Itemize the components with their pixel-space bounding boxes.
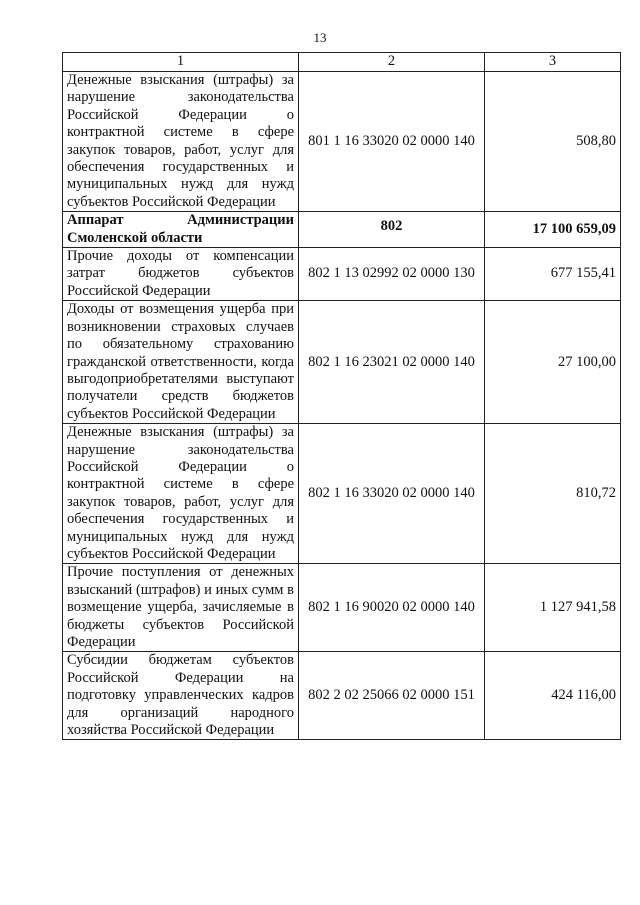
row-code: 802 1 16 90020 02 0000 140 [299, 564, 485, 652]
row-description: Прочие поступления от денежных взысканий (штрафов) и иных сумм в возмещение ущерба, зачисляемые в бюджеты субъектов Российской Федерации [63, 564, 299, 652]
row-amount: 1 127 941,58 [485, 564, 621, 652]
table-row [63, 652, 621, 740]
section-description: Аппарат Администрации Смоленской области [63, 212, 299, 248]
section-amount: 17 100 659,09 [485, 212, 621, 248]
row-amount: 424 116,00 [485, 652, 621, 740]
table-row [63, 301, 621, 424]
row-amount: 677 155,41 [485, 248, 621, 301]
row-amount: 810,72 [485, 424, 621, 564]
row-description: Субсидии бюджетам субъектов Российской Федерации на подготовку управленческих кадров для организаций народного хозяйства Российской Федерации [63, 652, 299, 740]
column-header-3: 3 [485, 53, 621, 72]
page-number: 13 [313, 30, 327, 45]
section-code: 802 [299, 212, 485, 248]
row-code: 802 1 16 33020 02 0000 140 [299, 424, 485, 564]
row-code: 802 1 16 23021 02 0000 140 [299, 301, 485, 424]
row-amount: 508,80 [485, 72, 621, 212]
table-row-section [63, 212, 621, 248]
column-header-1: 1 [63, 53, 299, 72]
column-header-2: 2 [299, 53, 485, 72]
table-row [63, 72, 621, 212]
table-header-row [63, 53, 621, 72]
row-amount: 27 100,00 [485, 301, 621, 424]
row-code: 801 1 16 33020 02 0000 140 [299, 72, 485, 212]
row-description: Денежные взыскания (штрафы) за нарушение законодательства Российской Федерации о контрактной системе в сфере закупок товаров, работ, услуг для обеспечения государственных и муниципальных нужд для нужд субъектов Российской Федерации [63, 424, 299, 564]
table-row [63, 248, 621, 301]
table-row [63, 564, 621, 652]
row-description: Денежные взыскания (штрафы) за нарушение законодательства Российской Федерации о контрактной системе в сфере закупок товаров, работ, услуг для обеспечения государственных и муниципальных нужд для нужд субъектов Российской Федерации [63, 72, 299, 212]
row-description: Доходы от возмещения ущерба при возникновении страховых случаев по обязательному страхованию гражданской ответственности, когда выгодоприобретателями выступают получатели средств бюджетов субъектов Российской Федерации [63, 301, 299, 424]
revenue-table [62, 52, 621, 740]
row-description: Прочие доходы от компенсации затрат бюджетов субъектов Российской Федерации [63, 248, 299, 301]
row-code: 802 2 02 25066 02 0000 151 [299, 652, 485, 740]
table-row [63, 424, 621, 564]
row-code: 802 1 13 02992 02 0000 130 [299, 248, 485, 301]
